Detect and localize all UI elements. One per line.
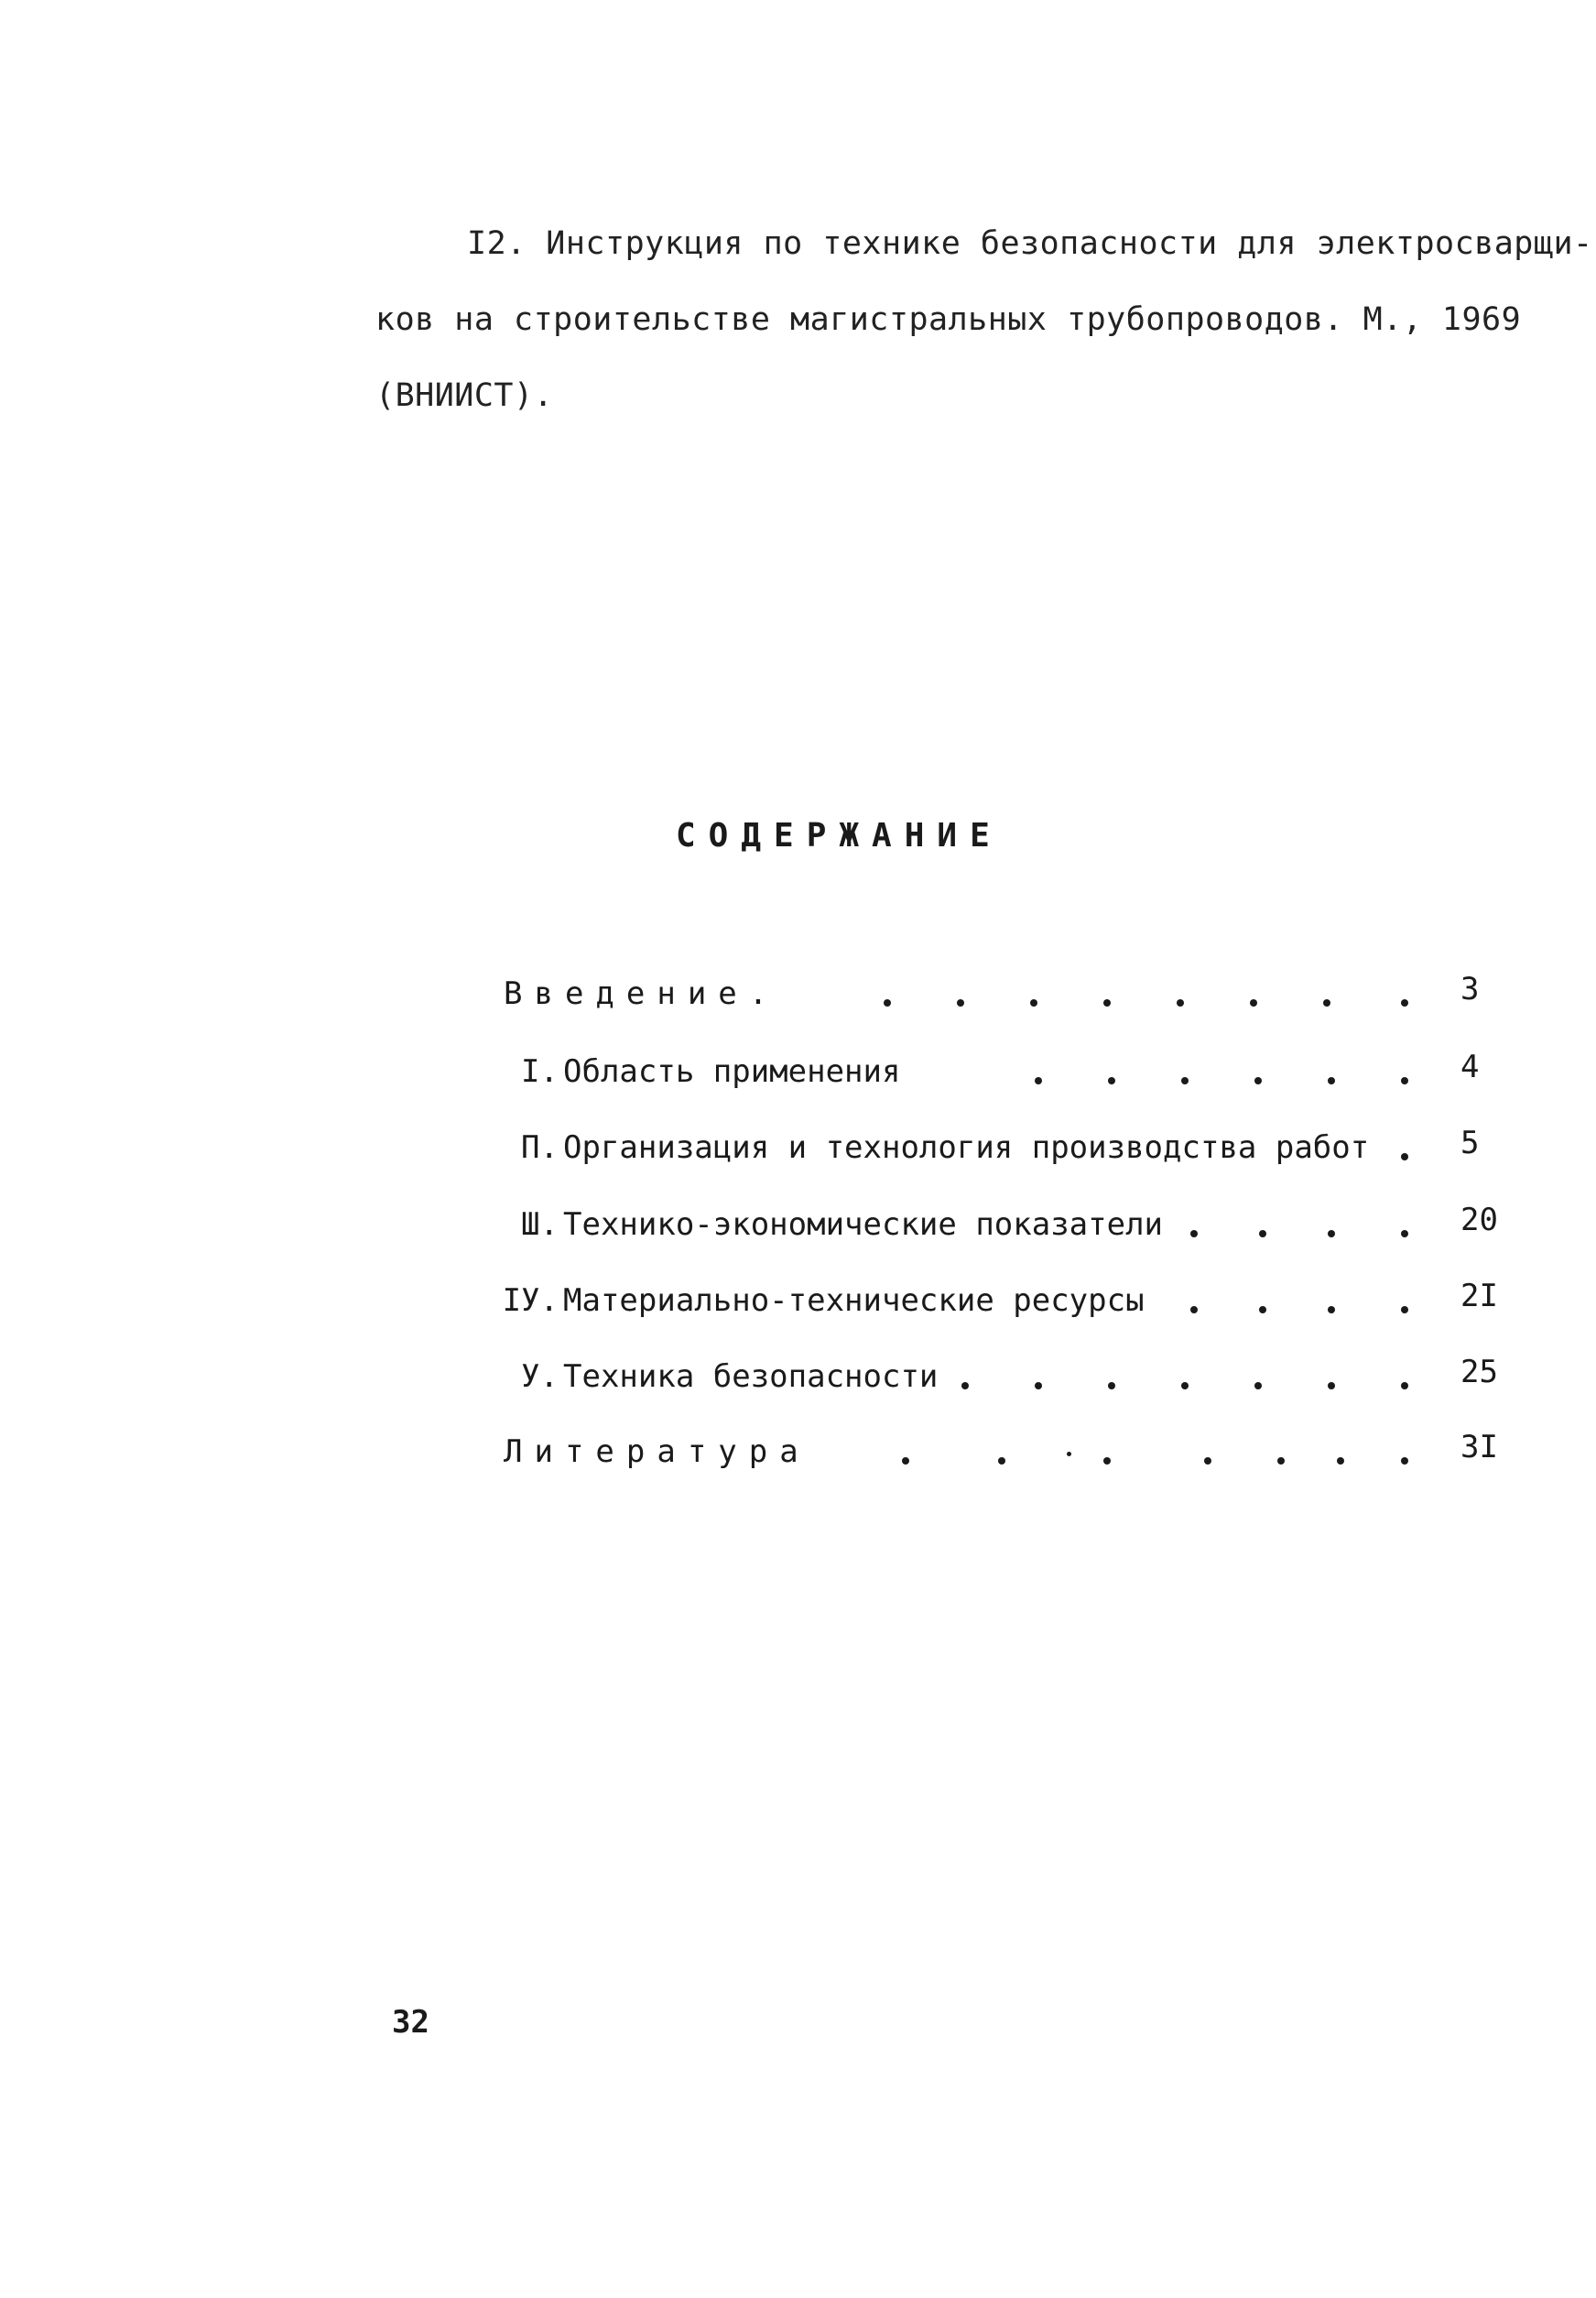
leader-dot — [1401, 999, 1408, 1007]
toc-item-label: Материально-технические ресурсы — [563, 1282, 1145, 1319]
toc-item-label: Введение. — [504, 975, 780, 1012]
toc-item-resources — [458, 1273, 1538, 1328]
leader-dot — [1204, 1457, 1211, 1465]
leader-dot — [1401, 1306, 1408, 1313]
leader-dot — [1328, 1306, 1335, 1313]
toc-item-label: Технико-экономические показатели — [563, 1206, 1164, 1243]
leader-dot — [1030, 999, 1037, 1007]
leader-dot — [1103, 1457, 1111, 1465]
toc-item-organization — [458, 1120, 1538, 1175]
leader-dot — [1401, 1382, 1408, 1389]
leader-dot — [1108, 1382, 1115, 1389]
toc-item-label: Литература — [504, 1433, 810, 1470]
toc-item-number: П. — [521, 1129, 559, 1166]
toc-item-economics — [458, 1197, 1538, 1252]
toc-item-page: 5 — [1460, 1125, 1480, 1161]
reference-line-2: ков на строительстве магистральных трубопроводов. М., 1969 — [375, 301, 1522, 338]
toc-item-number: Ш. — [521, 1206, 559, 1243]
toc-item-page: 3I — [1460, 1429, 1498, 1465]
toc-item-safety — [458, 1349, 1538, 1404]
leader-dot — [1328, 1077, 1335, 1084]
toc-item-label: Организация и технология производства работ — [563, 1129, 1370, 1166]
leader-dot — [1250, 999, 1257, 1007]
toc-item-page: 25 — [1460, 1354, 1498, 1390]
toc-item-label: Область применения — [563, 1053, 901, 1090]
leader-dot — [1328, 1230, 1335, 1237]
leader-dot — [1277, 1457, 1285, 1465]
contents-heading: СОДЕРЖАНИЕ — [676, 817, 1003, 855]
reference-line-1: I2. Инструкция по технике безопасности для электросварщи- — [467, 225, 1593, 262]
reference-entry — [375, 206, 1593, 434]
leader-dot — [1323, 999, 1330, 1007]
toc-item-scope — [458, 1044, 1538, 1099]
leader-dot — [961, 1382, 969, 1389]
leader-dot — [1254, 1077, 1262, 1084]
toc-item-number: I. — [521, 1053, 559, 1090]
leader-dot — [1035, 1382, 1042, 1389]
leader-dot — [1103, 999, 1111, 1007]
leader-dot — [1067, 1452, 1071, 1456]
toc-item-number: IУ. — [502, 1282, 559, 1319]
leader-dot — [1401, 1230, 1408, 1237]
leader-dot — [1401, 1153, 1408, 1160]
leader-dot — [998, 1457, 1005, 1465]
toc-item-number: У. — [521, 1358, 559, 1395]
reference-line-3: (ВНИИСТ). — [375, 377, 554, 414]
leader-dot — [1108, 1077, 1115, 1084]
toc-item-introduction — [458, 966, 1538, 1021]
leader-dot — [1035, 1077, 1042, 1084]
page-number: 32 — [392, 2004, 429, 2041]
leader-dot — [1190, 1230, 1198, 1237]
leader-dot — [1254, 1382, 1262, 1389]
toc-item-page: 4 — [1460, 1049, 1480, 1085]
toc-item-page: 3 — [1460, 971, 1480, 1007]
leader-dot — [1259, 1230, 1266, 1237]
toc-item-literature — [458, 1424, 1538, 1479]
leader-dot — [884, 999, 891, 1007]
leader-dot — [1259, 1306, 1266, 1313]
leader-dot — [1181, 1382, 1189, 1389]
toc-item-page: 20 — [1460, 1202, 1498, 1238]
leader-dot — [902, 1457, 909, 1465]
leader-dot — [1181, 1077, 1189, 1084]
leader-dot — [957, 999, 964, 1007]
toc-item-label: Техника безопасности — [563, 1358, 939, 1395]
leader-dot — [1328, 1382, 1335, 1389]
leader-dot — [1401, 1077, 1408, 1084]
leader-dot — [1190, 1306, 1198, 1313]
leader-dot — [1177, 999, 1184, 1007]
leader-dot — [1401, 1457, 1408, 1465]
toc-item-page: 2I — [1460, 1278, 1498, 1314]
leader-dot — [1337, 1457, 1344, 1465]
